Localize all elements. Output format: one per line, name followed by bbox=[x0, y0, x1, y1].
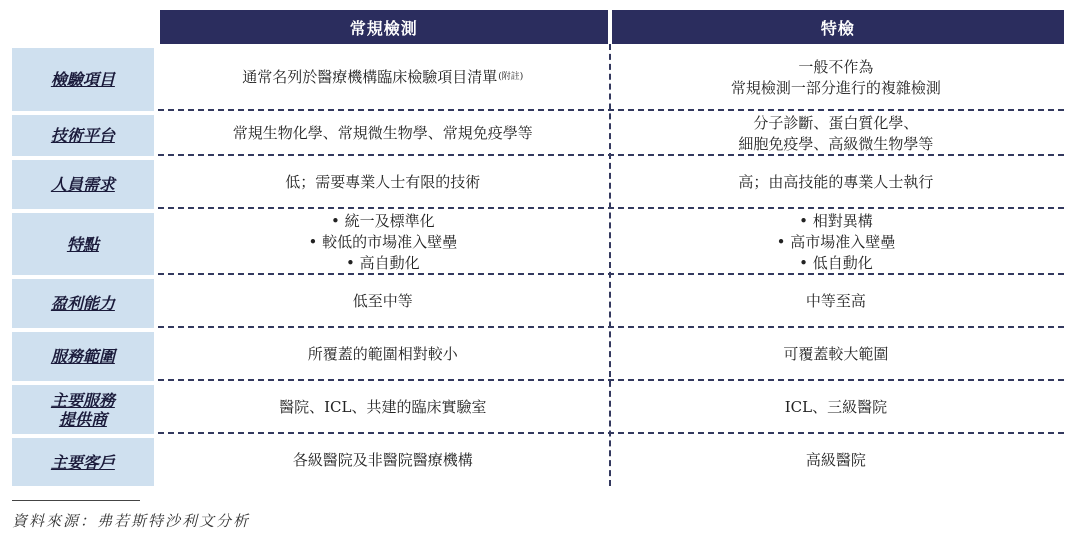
bullet-item: • 統一及標準化 bbox=[331, 211, 435, 232]
header-spacer bbox=[12, 10, 158, 44]
cell-special bbox=[608, 209, 1064, 275]
cell-regular: 低至中等 bbox=[352, 292, 413, 310]
cell-line: 分子診斷、蛋白質化學、 bbox=[753, 113, 919, 132]
cell-line: 細胞免疫學、高級微生物學等 bbox=[738, 134, 934, 153]
cell-text: 通常名列於醫療機構臨床檢驗項目清單 bbox=[242, 68, 498, 86]
bullet-item: • 相對異構 bbox=[799, 211, 873, 232]
cell-special bbox=[608, 44, 1064, 111]
row-label-service-providers bbox=[12, 385, 154, 434]
row-label-test-items: 檢驗項目 bbox=[12, 48, 154, 111]
row-label-profitability: 盈利能力 bbox=[12, 279, 154, 328]
cell-special: 可覆蓋較大範圍 bbox=[783, 345, 889, 363]
header-regular-testing: 常規檢測 bbox=[160, 10, 608, 44]
cell-special: ICL、三級醫院 bbox=[784, 398, 888, 416]
cell-special: 高級醫院 bbox=[805, 450, 866, 469]
cell-regular: 常規生物化學、常規微生物學、常規免疫學等 bbox=[232, 124, 533, 142]
cell-special: 中等至高 bbox=[805, 292, 866, 310]
table-row bbox=[12, 44, 1064, 111]
bullet-item: • 較低的市場准入壁壘 bbox=[308, 232, 457, 253]
cell-special bbox=[608, 111, 1064, 156]
table-row bbox=[12, 275, 1064, 328]
cell-line: 一般不作為 bbox=[798, 57, 874, 76]
table-header bbox=[12, 10, 1064, 44]
cell-regular: 各級醫院及非醫院醫療機構 bbox=[292, 450, 473, 469]
cell-regular bbox=[158, 44, 608, 111]
bullet-item: • 高自動化 bbox=[346, 253, 420, 274]
table-row bbox=[12, 434, 1064, 486]
cell-line: 常規檢測一部分進行的複雜檢測 bbox=[730, 78, 941, 97]
comparison-table bbox=[12, 10, 1064, 486]
row-label-main-customers: 主要客戶 bbox=[12, 438, 154, 486]
label-line: 主要服務 bbox=[50, 390, 115, 410]
bullet-item: • 高市場准入壁壘 bbox=[777, 232, 896, 253]
header-special-testing: 特檢 bbox=[612, 10, 1064, 44]
source-rule bbox=[12, 500, 140, 501]
row-label-staff-needs: 人員需求 bbox=[12, 160, 154, 209]
bullet-list bbox=[308, 211, 457, 274]
cell-regular: 低；需要專業人士有限的技術 bbox=[285, 173, 481, 191]
table-row bbox=[12, 156, 1064, 209]
bullet-list bbox=[777, 211, 896, 274]
table-row bbox=[12, 381, 1064, 434]
table-row bbox=[12, 209, 1064, 275]
cell-regular bbox=[158, 209, 608, 275]
cell-special: 高；由高技能的專業人士執行 bbox=[738, 173, 934, 191]
bullet-item: • 低自動化 bbox=[799, 253, 873, 274]
cell-regular: 所覆蓋的範圍相對較小 bbox=[307, 345, 458, 363]
table-row bbox=[12, 328, 1064, 381]
row-label-characteristics: 特點 bbox=[12, 213, 154, 275]
table-row bbox=[12, 111, 1064, 156]
label-line: 提供商 bbox=[58, 409, 107, 429]
source-note: 資料來源：弗若斯特沙利文分析 bbox=[12, 512, 251, 530]
row-label-tech-platform: 技術平台 bbox=[12, 115, 154, 156]
table-body bbox=[12, 44, 1064, 486]
cell-regular: 醫院、ICL、共建的臨床實驗室 bbox=[279, 398, 487, 416]
footnote-marker: (附註) bbox=[498, 72, 524, 82]
row-label-service-scope: 服務範圍 bbox=[12, 332, 154, 381]
